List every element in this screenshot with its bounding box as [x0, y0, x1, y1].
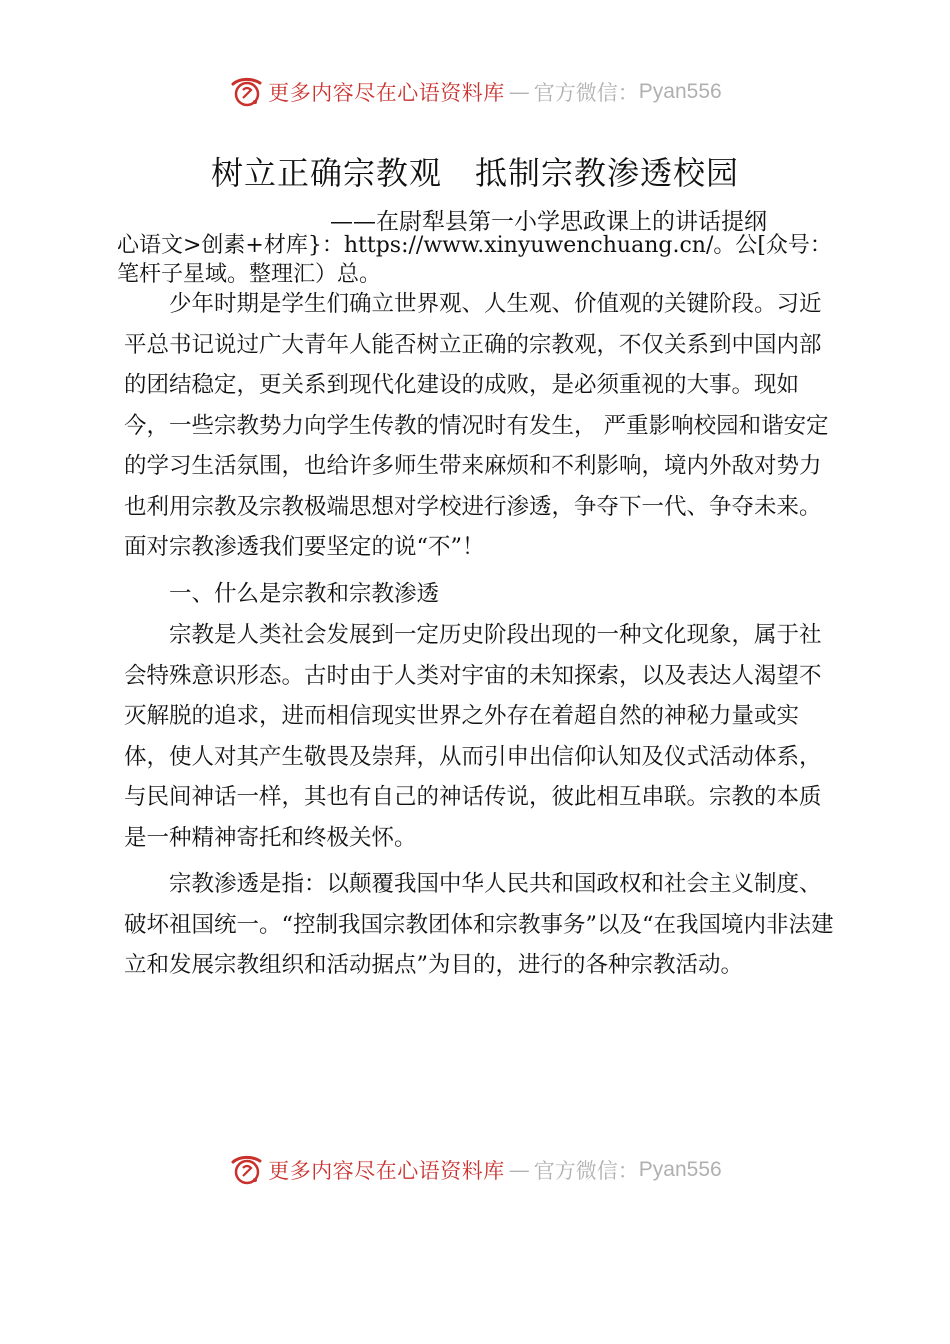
- banner-separator: —: [508, 80, 530, 104]
- banner-wechat-id: Pyan556: [638, 80, 722, 103]
- paragraph-intro: 少年时期是学生们确立世界观、人生观、价值观的关键阶段。习近平总书记说过广大青年人能否树立正确的宗教观，不仅关系到中国内部的团结稳定，更关系到现代化建设的成败，是必须重视的大事。现如今，一些宗教势力向学生传教的情况时有发生， 严重影响校园和谐安定的学习生活氛围，也给许多师生带来麻烦和不利影响，境内外敌对势力也利用宗教及宗教极端思想对学校进行渗透，争夺下一代、争夺未来。面对宗教渗透我们要坚定的说“不”！: [124, 291, 829, 560]
- banner-text: 更多内容尽在心语资料库: [268, 81, 505, 105]
- banner-wechat-id: Pyan556: [638, 1158, 722, 1181]
- document-subtitle: ——在尉犁县第一小学思政课上的讲话提纲: [330, 209, 767, 235]
- footer-banner: [0, 1150, 950, 1190]
- banner-wechat-label: 官方微信：: [533, 1159, 639, 1183]
- paragraph-religion: 宗教是人类社会发展到一定历史阶段出现的一种文化现象，属于社会特殊意识形态。古时由于人类对宇宙的未知探索，以及表达人渴望不灭解脱的追求，进而相信现实世界之外存在着超自然的神秘力量或实体，使人对其产生敬畏及崇拜，从而引申出信仰认知及仪式活动体系，与民间神话一样，其也有自己的神话传说，彼此相互串联。宗教的本质是一种精神寄托和终极关怀。: [124, 622, 822, 851]
- document-title: 树立正确宗教观 抵制宗教渗透校园: [210, 154, 739, 192]
- banner-separator: —: [508, 1158, 530, 1182]
- paragraph-infiltration: 宗教渗透是指：以颠覆我国中华人民共和国政权和社会主义制度、破坏祖国统一。“控制我国宗教团体和宗教事务”以及“在我国境内非法建立和发展宗教组织和活动据点”为目的，进行的各种宗教活动。: [124, 871, 834, 978]
- source-line: 心语文>创素+材库}：https://www.xinyuwenchuang.cn/。公[众号：笔杆子星域。整理汇）总。: [117, 233, 832, 287]
- section-heading: 一、什么是宗教和宗教渗透: [169, 581, 440, 607]
- header-banner: [0, 72, 950, 112]
- brand-logo-icon: [228, 1152, 264, 1188]
- banner-wechat-label: 官方微信：: [533, 81, 639, 105]
- banner-text: 更多内容尽在心语资料库: [268, 1159, 505, 1183]
- brand-logo-icon: [228, 74, 264, 110]
